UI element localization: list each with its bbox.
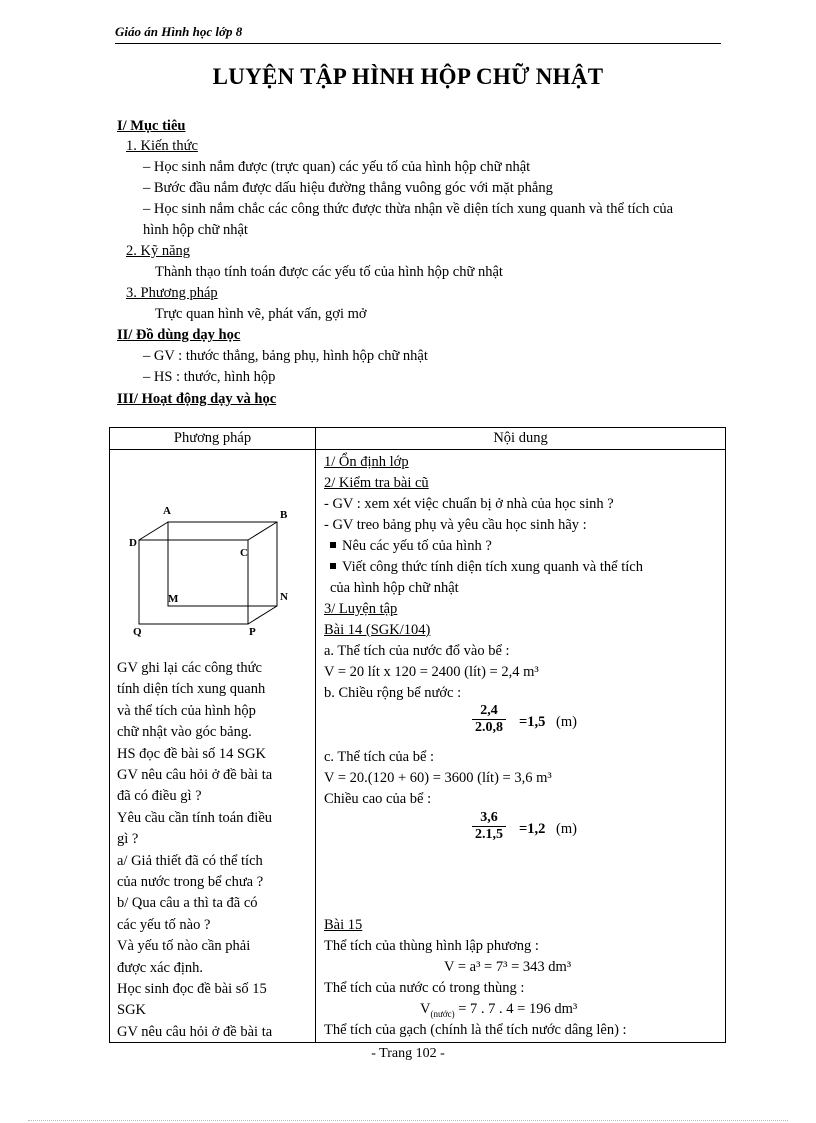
method-line: GV nêu câu hỏi ở đề bài ta xyxy=(117,1023,273,1040)
vertex-label-C: C xyxy=(240,547,248,559)
content-cell xyxy=(316,450,726,1043)
method-line: Yêu cầu cần tính toán điều xyxy=(117,809,273,826)
equipment-students: – HS : thước, hình hộp xyxy=(143,369,276,385)
content-line: c. Thể tích của bể : xyxy=(324,749,435,765)
page-header: Giáo án Hình học lớp 8 xyxy=(115,24,721,44)
method-line: và thể tích của hình hộp xyxy=(117,702,256,719)
bullet-item: Viết công thức tính diện tích xung quanh và thể tích xyxy=(330,557,643,578)
method-line: a/ Giả thiết đã có thể tích xyxy=(117,852,263,869)
bullet-square-icon xyxy=(330,542,336,548)
section-2-heading: II/ Đồ dùng dạy học xyxy=(117,327,241,343)
method-line: GV ghi lại các công thức xyxy=(117,660,262,676)
formula-line: V = a³ = 7³ = 343 dm³ xyxy=(444,959,572,975)
vertex-label-B: B xyxy=(280,509,288,521)
page-title: LUYỆN TẬP HÌNH HỘP CHỮ NHẬT xyxy=(212,64,604,89)
fraction-height-unit: (m) xyxy=(556,821,577,837)
formula-line: V = 20.(120 + 60) = 3600 (lít) = 3,6 m³ xyxy=(324,770,552,786)
step-3-heading: 3/ Luyện tập xyxy=(324,601,398,617)
method-line: GV nêu câu hỏi ở đề bài ta xyxy=(117,767,273,783)
method-line: b/ Qua câu a thì ta đã có xyxy=(117,895,258,912)
knowledge-item-2: – Bước đầu nắm được dấu hiệu đường thẳng vuông góc với mặt phẳng xyxy=(143,180,553,196)
cuboid-figure xyxy=(110,486,316,638)
vertex-label-A: A xyxy=(163,505,171,517)
skills-text: Thành thạo tính toán được các yếu tố của hình hộp chữ nhật xyxy=(155,264,503,280)
subsection-knowledge: 1. Kiến thức xyxy=(126,138,198,154)
method-line: chữ nhật vào góc bảng. xyxy=(117,724,252,741)
knowledge-item-3-cont: hình hộp chữ nhật xyxy=(143,222,248,238)
cuboid-back-face xyxy=(168,522,277,606)
content-line: a. Thể tích của nước đổ vào bể : xyxy=(324,643,510,659)
section-3-heading: III/ Hoạt động dạy và học xyxy=(117,391,277,407)
page-number: - Trang 102 - xyxy=(371,1046,445,1061)
bullet-item: Nêu các yếu tố của hình ? xyxy=(330,536,492,557)
fraction-width: $\frac{2,4}{2.0,8}$ xyxy=(472,703,506,736)
method-line: HS đọc đề bài số 14 SGK xyxy=(117,745,267,762)
content-line: của hình hộp chữ nhật xyxy=(330,580,459,596)
section-1-heading: I/ Mục tiêu xyxy=(117,118,186,134)
content-line: - GV : xem xét việc chuẩn bị ở nhà của học sinh ? xyxy=(324,496,614,512)
content-line: Thể tích của gạch (chính là thể tích nước dâng lên) : xyxy=(324,1022,627,1038)
vertex-label-P: P xyxy=(249,626,256,638)
method-line: đã có điều gì ? xyxy=(117,788,202,805)
cuboid-front-face xyxy=(139,540,248,624)
method-line: được xác định. xyxy=(117,959,203,976)
method-line: SGK xyxy=(117,1002,147,1019)
bullet-square-icon xyxy=(330,563,336,569)
content-line: b. Chiều rộng bể nước : xyxy=(324,685,462,701)
knowledge-item-1: – Học sinh nắm được (trực quan) các yếu tố của hình hộp chữ nhật xyxy=(143,159,531,175)
fraction-height: $\frac{3,6}{2.1,5}$ xyxy=(472,810,506,843)
method-line: các yếu tố nào ? xyxy=(117,916,211,933)
equipment-teacher: – GV : thước thẳng, bảng phụ, hình hộp chữ nhật xyxy=(143,348,428,364)
method-text: Trực quan hình vẽ, phát vấn, gợi mở xyxy=(155,306,367,322)
content-line: - GV treo bảng phụ và yêu cầu học sinh hãy : xyxy=(324,517,587,533)
column-header-method: Phương pháp xyxy=(110,428,316,450)
page-bottom-divider xyxy=(28,1120,788,1121)
subsection-method: 3. Phương pháp xyxy=(126,285,218,301)
knowledge-item-3: – Học sinh nắm chắc các công thức được thừa nhận về diện tích xung quanh và thể tích của xyxy=(143,201,674,217)
exercise-14-heading: Bài 14 (SGK/104) xyxy=(324,622,431,638)
method-line: gì ? xyxy=(117,831,139,848)
step-2-heading: 2/ Kiểm tra bài cũ xyxy=(324,475,429,491)
fraction-width-result: =1,5 xyxy=(519,714,546,730)
content-line: Thể tích của nước có trong thùng : xyxy=(324,980,525,996)
method-cell xyxy=(110,450,316,1043)
vertex-label-N: N xyxy=(280,591,288,603)
column-header-content: Nội dung xyxy=(316,428,726,450)
method-line: Học sinh đọc đề bài số 15 xyxy=(117,981,267,997)
lesson-table xyxy=(109,427,726,1043)
method-line: tính diện tích xung quanh xyxy=(117,681,266,698)
vertex-label-Q: Q xyxy=(133,626,142,638)
content-line: Thể tích của thùng hình lập phương : xyxy=(324,938,539,954)
vertex-label-D: D xyxy=(129,537,137,549)
fraction-height-result: =1,2 xyxy=(519,821,546,837)
formula-line: V = 20 lít x 120 = 2400 (lít) = 2,4 m³ xyxy=(324,664,539,680)
subsection-skills: 2. Kỹ năng xyxy=(126,243,191,259)
method-line: của nước trong bể chưa ? xyxy=(117,874,264,890)
vertex-label-M: M xyxy=(168,593,179,605)
method-line: Và yếu tố nào cần phải xyxy=(117,938,251,955)
content-line: Chiều cao của bể : xyxy=(324,791,432,807)
formula-line: $V_{(nước)} = 7$ . 7 . 4 = 196 dm³ xyxy=(420,1001,578,1019)
step-1-heading: 1/ Ổn định lớp xyxy=(324,454,409,470)
fraction-width-unit: (m) xyxy=(556,714,577,730)
exercise-15-heading: Bài 15 xyxy=(324,917,363,933)
